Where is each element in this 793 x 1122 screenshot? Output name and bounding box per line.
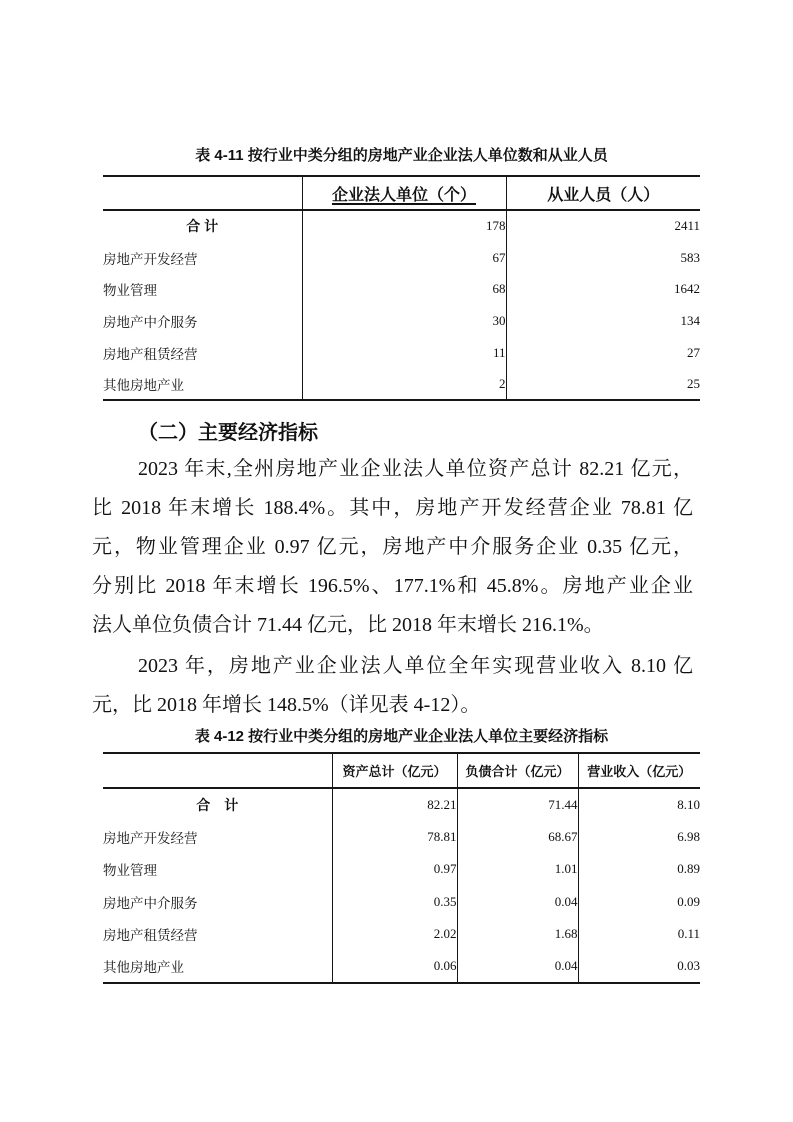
row-value: 0.03 bbox=[578, 951, 700, 984]
row-label: 房地产中介服务 bbox=[103, 895, 198, 911]
row-value: 0.11 bbox=[578, 918, 700, 951]
row-label: 其他房地产业 bbox=[103, 960, 184, 976]
table-4-12-column-header-revenue: 营业收入（亿元） bbox=[578, 753, 700, 788]
paragraph-line: 法人单位负债合计 71.44 亿元，比 2018 年末增长 216.1%。 bbox=[92, 614, 604, 636]
table-row bbox=[103, 886, 700, 919]
row-value: 25 bbox=[506, 368, 700, 400]
table-row bbox=[103, 951, 700, 984]
row-value: 0.89 bbox=[578, 853, 700, 886]
paragraph-2 bbox=[92, 647, 693, 725]
row-value: 78.81 bbox=[332, 821, 457, 854]
row-value: 2.02 bbox=[332, 918, 457, 951]
table-row bbox=[103, 788, 700, 821]
table-row bbox=[103, 368, 700, 400]
row-label: 房地产开发经营 bbox=[103, 830, 198, 846]
paragraph-1 bbox=[92, 450, 693, 645]
row-value: 0.04 bbox=[457, 951, 578, 984]
paragraph-line: 分别比 2018 年末增长 196.5%、177.1%和 45.8%。房地产业企业 bbox=[92, 575, 693, 597]
table-4-11-stub-header bbox=[103, 176, 302, 210]
table-row bbox=[103, 337, 700, 369]
row-value: 27 bbox=[506, 337, 700, 369]
table-4-11-column-header-employees: 从业人员（人） bbox=[506, 176, 700, 210]
row-label: 房地产租赁经营 bbox=[103, 928, 198, 944]
row-value: 2411 bbox=[506, 210, 700, 242]
table-row bbox=[103, 918, 700, 951]
table-4-11-block bbox=[103, 146, 700, 401]
row-label: 物业管理 bbox=[103, 283, 157, 299]
table-row bbox=[103, 210, 700, 242]
row-value: 0.35 bbox=[332, 886, 457, 919]
paragraph-line: 2023 年，房地产业企业法人单位全年实现营业收入 8.10 亿 bbox=[138, 655, 693, 677]
row-label: 房地产租赁经营 bbox=[103, 346, 198, 362]
paragraph-line: 比 2018 年末增长 188.4%。其中，房地产开发经营企业 78.81 亿 bbox=[92, 497, 693, 519]
row-value: 583 bbox=[506, 242, 700, 274]
table-4-12-header-row bbox=[103, 753, 700, 788]
paragraph-line: 元，物业管理企业 0.97 亿元，房地产中介服务企业 0.35 亿元， bbox=[92, 536, 693, 558]
table-row bbox=[103, 853, 700, 886]
table-4-12-block bbox=[103, 727, 700, 984]
row-value: 1.68 bbox=[457, 918, 578, 951]
row-label: 物业管理 bbox=[103, 863, 157, 879]
row-value: 0.06 bbox=[332, 951, 457, 984]
row-value: 0.09 bbox=[578, 886, 700, 919]
row-label: 其他房地产业 bbox=[103, 377, 184, 393]
paragraph-line: 2023 年末,全州房地产业企业法人单位资产总计 82.21 亿元， bbox=[138, 458, 693, 480]
table-row bbox=[103, 821, 700, 854]
table-4-12-column-header-assets: 资产总计（亿元） bbox=[332, 753, 457, 788]
section-heading: （二）主要经济指标 bbox=[138, 422, 318, 444]
row-value: 68.67 bbox=[457, 821, 578, 854]
table-4-12-stub-header bbox=[103, 753, 332, 788]
row-label: 合 计 bbox=[186, 218, 219, 235]
row-value: 0.04 bbox=[457, 886, 578, 919]
row-value: 134 bbox=[506, 305, 700, 337]
table-4-11-column-header-units: 企业法人单位（个） bbox=[302, 176, 506, 210]
row-value: 11 bbox=[302, 337, 506, 369]
table-4-11-body bbox=[103, 210, 700, 400]
row-value: 71.44 bbox=[457, 788, 578, 821]
row-value: 82.21 bbox=[332, 788, 457, 821]
row-value: 6.98 bbox=[578, 821, 700, 854]
row-label: 房地产开发经营 bbox=[103, 251, 198, 267]
row-value: 67 bbox=[302, 242, 506, 274]
row-value: 0.97 bbox=[332, 853, 457, 886]
row-value: 178 bbox=[302, 210, 506, 242]
row-value: 30 bbox=[302, 305, 506, 337]
table-row bbox=[103, 242, 700, 274]
table-row bbox=[103, 305, 700, 337]
row-value: 68 bbox=[302, 273, 506, 305]
row-value: 2 bbox=[302, 368, 506, 400]
table-row bbox=[103, 273, 700, 305]
table-4-12 bbox=[103, 752, 700, 984]
table-4-11-header-row bbox=[103, 176, 700, 210]
table-4-11 bbox=[103, 175, 700, 401]
row-value: 8.10 bbox=[578, 788, 700, 821]
table-4-12-column-header-liabilities: 负债合计（亿元） bbox=[457, 753, 578, 788]
row-value: 1642 bbox=[506, 273, 700, 305]
table-4-11-title: 表 4-11 按行业中类分组的房地产业企业法人单位数和从业人员 bbox=[195, 147, 608, 164]
row-value: 1.01 bbox=[457, 853, 578, 886]
row-label: 房地产中介服务 bbox=[103, 314, 198, 330]
table-4-12-title: 表 4-12 按行业中类分组的房地产业企业法人单位主要经济指标 bbox=[194, 728, 609, 745]
table-4-12-body bbox=[103, 788, 700, 983]
row-label: 合 计 bbox=[196, 796, 239, 813]
paragraph-line: 元，比 2018 年增长 148.5%（详见表 4-12）。 bbox=[92, 694, 481, 716]
